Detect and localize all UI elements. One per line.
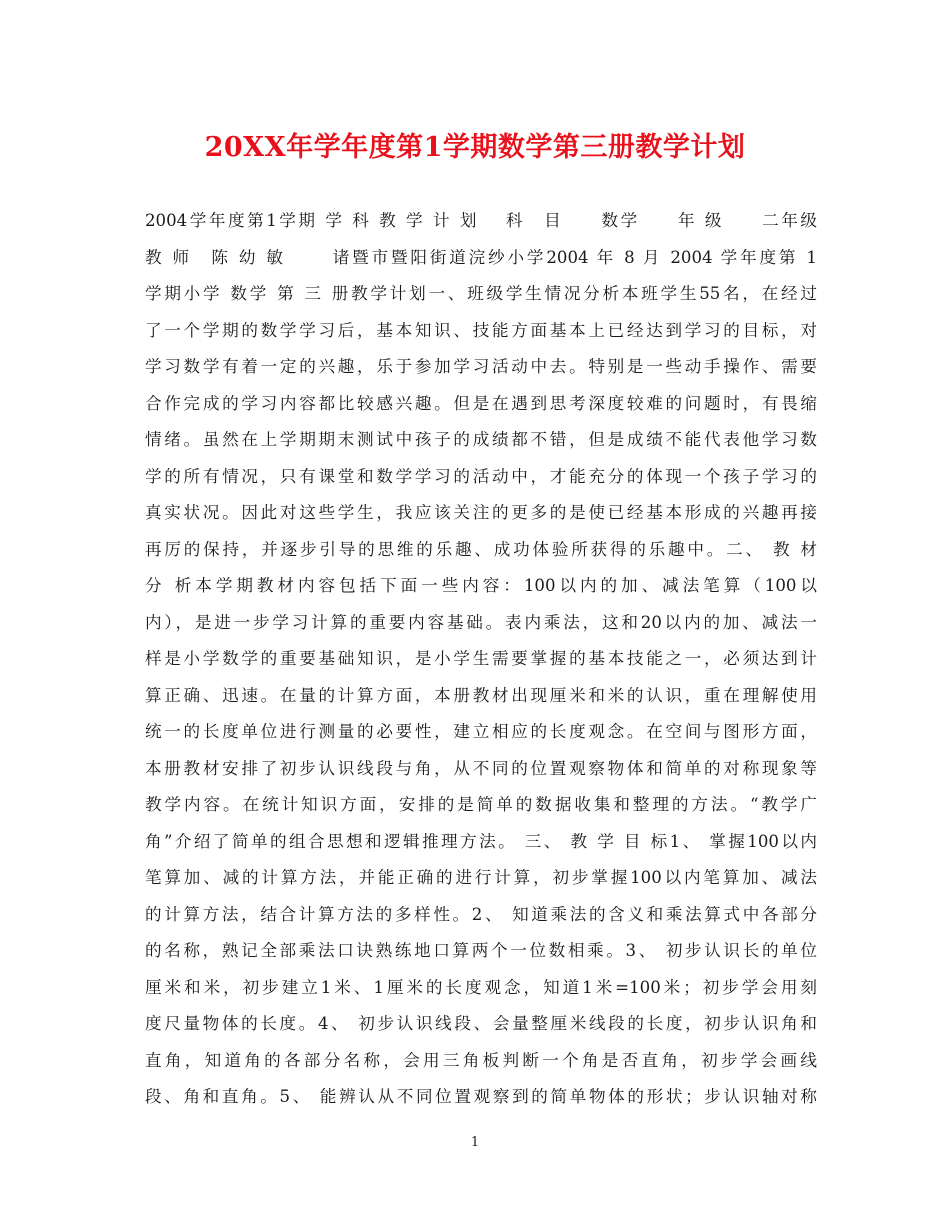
body-line: 学的所有情况，只有课堂和数学学习的活动中，才能充分的体现一个孩子学习的 xyxy=(145,466,817,486)
body-line: 的名称，熟记全部乘法口诀熟练地口算两个一位数相乘。3、 初步认识长的单位 xyxy=(145,941,817,960)
body-line: 学期小学 数学 第 三 册教学计划一、班级学生情况分析本班学生55名，在经过 xyxy=(145,284,817,303)
body-line: 算正确、迅速。在量的计算方面，本册教材出现厘米和米的认识，重在理解使用 xyxy=(145,685,817,705)
body-line: 笔算加、减的计算方法，并能正确的进行计算，初步掌握100以内笔算加、减法 xyxy=(145,868,817,887)
body-line: 教学内容。在统计知识方面，安排的是简单的数据收集和整理的方法。“教学广 xyxy=(145,795,817,814)
body-line: 了一个学期的数学学习后，基本知识、技能方面基本上已经达到学习的目标，对 xyxy=(145,320,817,340)
body-line: 角”介绍了简单的组合思想和逻辑推理方法。 三、 教 学 目 标1、 掌握100以内 xyxy=(145,831,817,851)
body-line: 本册教材安排了初步认识线段与角，从不同的位置观察物体和简单的对称现象等 xyxy=(145,758,817,778)
page-number: 1 xyxy=(470,1135,480,1150)
body-line: 的计算方法，结合计算方法的多样性。2、 知道乘法的含义和乘法算式中各部分 xyxy=(145,904,817,924)
document-body xyxy=(145,203,817,1116)
body-line: 真实状况。因此对这些学生，我应该关注的更多的是使已经基本形成的兴趣再接 xyxy=(145,503,817,522)
body-line: 统一的长度单位进行测量的必要性，建立相应的长度观念。在空间与图形方面， xyxy=(145,722,817,741)
body-line: 厘米和米，初步建立1米、1厘米的长度观念，知道1米=100米；初步学会用刻 xyxy=(145,977,817,997)
body-line: 再厉的保持，并逐步引导的思维的乐趣、成功体验所获得的乐趣中。二、 教 材 xyxy=(145,539,817,559)
body-line: 教 师 陈 幼 敏 诸暨市暨阳街道浣纱小学2004 年 8 月 2004 学年度第 1 xyxy=(145,247,817,267)
document-title: 20XX年学年度第1学期数学第三册教学计划 xyxy=(204,132,746,163)
body-line: 段、角和直角。5、 能辨认从不同位置观察到的简单物体的形状；步认识轴对称 xyxy=(145,1087,817,1106)
body-line: 分 析本学期教材内容包括下面一些内容：100以内的加、减法笔算（100以 xyxy=(145,576,817,595)
body-line: 情绪。虽然在上学期期末测试中孩子的成绩都不错，但是成绩不能代表他学习数 xyxy=(145,430,817,449)
body-line: 样是小学数学的重要基础知识，是小学生需要掌握的基本技能之一，必须达到计 xyxy=(145,649,817,668)
body-line: 内），是进一步学习计算的重要内容基础。表内乘法，这和20以内的加、减法一 xyxy=(145,612,817,632)
body-line: 学习数学有着一定的兴趣，乐于参加学习活动中去。特别是一些动手操作、需要 xyxy=(145,357,817,376)
body-line: 度尺量物体的长度。4、 初步认识线段、会量整厘米线段的长度，初步认识角和 xyxy=(145,1014,817,1033)
body-line: 直角，知道角的各部分名称，会用三角板判断一个角是否直角，初步学会画线 xyxy=(145,1050,817,1070)
body-line: 合作完成的学习内容都比较感兴趣。但是在遇到思考深度较难的问题时，有畏缩 xyxy=(145,393,817,413)
body-line: 2004学年度第1学期 学 科 教 学 计 划 科 目 数学 年 级 二年级 xyxy=(145,211,817,230)
